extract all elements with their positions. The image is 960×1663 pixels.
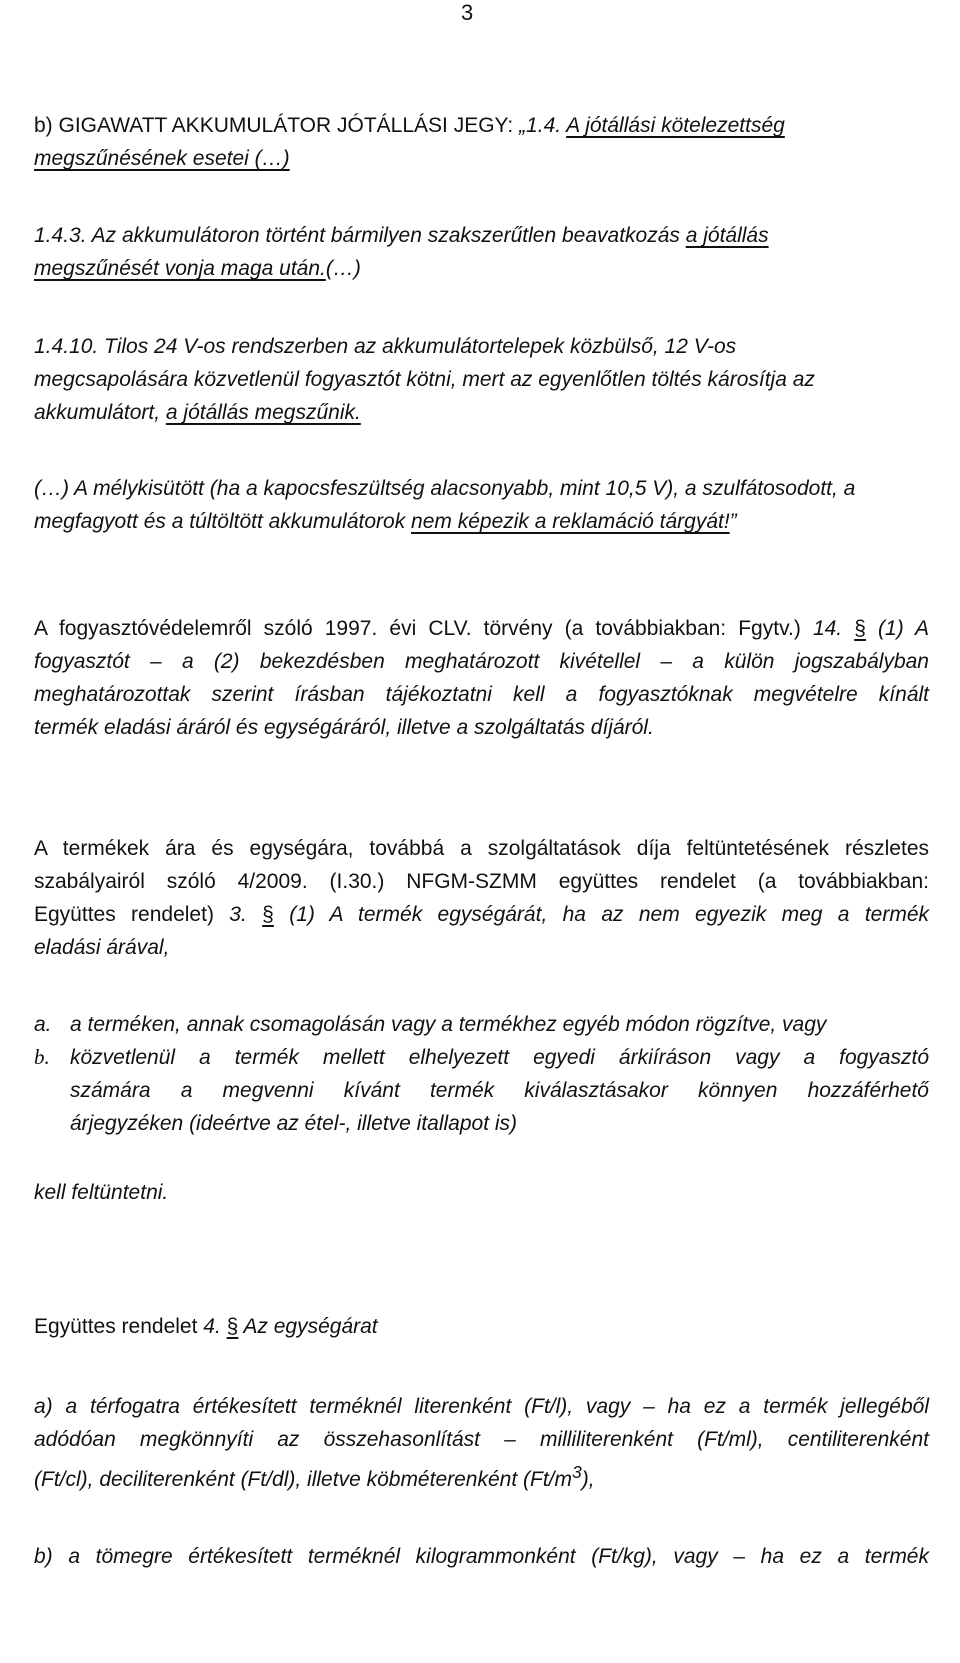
text-italic: 3. [229,903,263,926]
warranty-quote-heading [34,109,929,175]
text-line: szabályairól szóló 4/2009. (I.30.) NFGM-SZMM együttes rendelet (a továbbiakban: [34,870,929,893]
text: megfagyott és a túltöltött akkumulátorok [34,510,412,533]
joint-decree-paragraph [34,832,929,964]
joint-decree-section-4 [34,1310,929,1343]
superscript: 3 [572,1462,582,1482]
text-italic: 14. [812,617,855,640]
clause-1-4-3 [34,219,929,285]
list-marker: b. [34,1045,50,1069]
text-italic: „1.4. [519,114,567,137]
text-line: (…) A mélykisütött (ha a kapocsfeszültség alacsonyabb, mint 10,5 V), a szulfátosodott, a [34,477,856,500]
page-number: 3 [461,0,474,25]
text: ), [581,1468,595,1491]
text-underlined: A jótállási kötelezettség [566,114,785,137]
text: ” [729,510,737,533]
section-sign: § [226,1315,239,1338]
text: Együttes rendelet [34,1315,204,1338]
text-line: adódóan megkönnyíti az összehasonlítást – milliliterenként (Ft/ml), centiliterenként [34,1428,929,1451]
text: (…) [325,257,361,280]
text-underlined: nem képezik a reklamáció tárgyát! [411,510,730,533]
consumer-protection-law [34,612,929,744]
text-underlined: megszűnését vonja maga után. [34,257,326,280]
mass-clause [34,1540,929,1573]
text-line: eladási árával, [34,936,170,959]
text: (Ft/cl), deciliterenként (Ft/dl), illetve köbméterenként (Ft/m [34,1468,572,1491]
text-italic: (1) A [865,617,930,640]
text: A fogyasztóvédelemről szóló 1997. évi CLV. törvény (a továbbiakban: Fgytv.) [34,617,813,640]
list-item [34,1041,929,1140]
list-marker: a. [34,1013,52,1036]
text-line: megcsapolására közvetlenül fogyasztót kötni, mert az egyenlőtlen töltés károsítja az [34,368,815,391]
closing-line [34,1176,929,1209]
text: Együttes rendelet) [34,903,230,926]
text-line: 1.4.10. Tilos 24 V-os rendszerben az akkumulátortelepek közbülső, 12 V-os [34,335,737,358]
text-italic: Az egységárat [238,1315,378,1338]
section-sign: § [854,617,866,640]
text-line: b) a tömegre értékesített terméknél kilogrammonként (Ft/kg), vagy – ha ez a termék [34,1545,929,1568]
text: akkumulátort, [34,401,166,424]
deep-discharge-clause [34,472,929,538]
text-line: a) a térfogatra értékesített terméknél literenként (Ft/l), vagy – ha ez a termék jellegéből [34,1395,929,1418]
text-underlined: a jótállás megszűnik. [165,401,361,424]
text-line: A termékek ára és egységára, továbbá a szolgáltatások díja feltüntetésének részletes [34,837,929,860]
text: 1.4.3. Az akkumulátoron történt bármilyen szakszerűtlen beavatkozás [34,224,686,247]
text-line: kell feltüntetni. [34,1181,169,1204]
text-underlined: a jótállás [685,224,769,247]
text-line: meghatározottak szerint írásban tájékoztatni kell a fogyasztóknak megvételre kínált [34,683,929,706]
text-underlined: megszűnésének esetei (…) [34,147,290,170]
section-sign: § [262,903,274,926]
text-line: termék eladási áráról és egységáráról, illetve a szolgáltatás díjáról. [34,716,654,739]
text-line: a terméken, annak csomagolásán vagy a termékhez egyéb módon rögzítve, vagy [70,1013,827,1036]
volume-clause [34,1390,929,1496]
unit-price-display-list [34,1008,929,1140]
text: b) GIGAWATT AKKUMULÁTOR JÓTÁLLÁSI JEGY: [34,114,520,137]
text-line: számára a megvenni kívánt termék kiválasztásakor könnyen hozzáférhető [70,1079,929,1102]
text-line: fogyasztót – a (2) bekezdésben meghatározott kivétellel – a külön jogszabályban [34,650,929,673]
text-italic: (1) A termék egységárát, ha az nem egyezik meg a termék [273,903,930,926]
clause-1-4-10 [34,330,929,429]
text-italic: 4. [203,1315,227,1338]
list-item [34,1008,929,1041]
text-line: árjegyzéken (ideértve az étel-, illetve itallapot is) [70,1112,518,1135]
text-line: közvetlenül a termék mellett elhelyezett egyedi árkiíráson vagy a fogyasztó [70,1046,929,1069]
